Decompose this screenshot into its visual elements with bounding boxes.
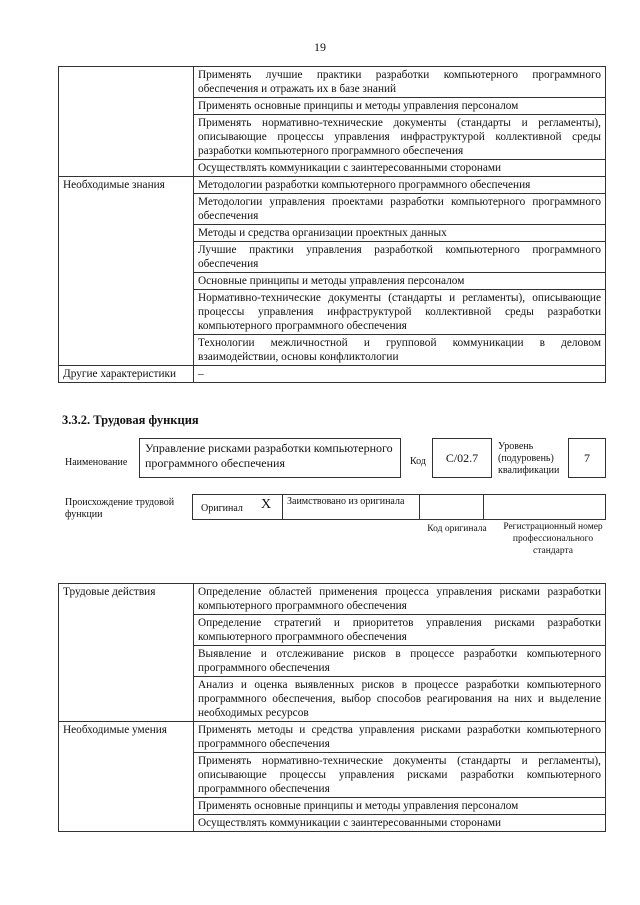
row-item: Методы и средства организации проектных данных <box>194 225 606 242</box>
original-mark: X <box>261 497 272 512</box>
row-category: Необходимые знания <box>59 177 194 366</box>
row-item: Основные принципы и методы управления персоналом <box>194 273 606 290</box>
row-item: Определение стратегий и приоритетов управления рисками разработки компьютерного программного обеспечения <box>194 615 606 646</box>
row-item: Лучшие практики управления разработкой компьютерного программного обеспечения <box>194 242 606 273</box>
original-label: Оригинал <box>201 503 243 514</box>
row-item: Применять основные принципы и методы управления персоналом <box>194 98 606 115</box>
origin-label: Происхождение трудовой функции <box>65 497 175 520</box>
table-row <box>59 366 606 383</box>
skills-knowledge-table <box>58 66 606 383</box>
row-item: Применять лучшие практики разработки компьютерного программного обеспечения и отражать их в базе знаний <box>194 67 606 98</box>
table-row <box>59 722 606 753</box>
row-item: Применять нормативно-технические документы (стандарты и регламенты), описывающие процессы управления рисками разработки компьютерного программного обеспечения <box>194 753 606 798</box>
row-item: Методологии разработки компьютерного программного обеспечения <box>194 177 606 194</box>
code-label: Код <box>410 456 426 467</box>
page-number: 19 <box>314 40 326 54</box>
code-original-caption: Код оригинала <box>427 524 487 534</box>
row-category: Другие характеристики <box>59 366 194 383</box>
row-item: Методологии управления проектами разработки компьютерного программного обеспечения <box>194 194 606 225</box>
function-name-box: Управление рисками разработки компьютерного программного обеспечения <box>139 438 401 478</box>
level-value-box: 7 <box>568 438 606 478</box>
level-label: Уровень (подуровень) квалификации <box>498 441 560 476</box>
borrowed-label: Заимствовано из оригинала <box>287 496 405 507</box>
row-category: Необходимые умения <box>59 722 194 832</box>
row-item: Выявление и отслеживание рисков в процессе разработки компьютерного программного обеспечения <box>194 646 606 677</box>
row-item: Применять методы и средства управления рисками разработки компьютерного программного обеспечения <box>194 722 606 753</box>
table-row <box>59 67 606 98</box>
function-code-box: C/02.7 <box>432 438 492 478</box>
row-item: Применять нормативно-технические документы (стандарты и регламенты), описывающие процессы управления инфраструктурой коллективной среды разработки компьютерного программного обеспечения <box>194 115 606 160</box>
row-item: – <box>194 366 606 383</box>
row-item: Применять основные принципы и методы управления персоналом <box>194 798 606 815</box>
row-item: Определение областей применения процесса управления рисками разработки компьютерного программного обеспечения <box>194 584 606 615</box>
section-heading: 3.3.2. Трудовая функция <box>62 413 199 427</box>
row-item: Осуществлять коммуникации с заинтересованными сторонами <box>194 160 606 177</box>
name-label: Наименование <box>65 457 128 468</box>
row-item: Осуществлять коммуникации с заинтересованными сторонами <box>194 815 606 832</box>
actions-skills-table <box>58 583 606 832</box>
table-row <box>59 584 606 615</box>
row-item: Технологии межличностной и групповой коммуникации в деловом взаимодействии, основы конфликтологии <box>194 335 606 366</box>
row-category: Трудовые действия <box>59 584 194 722</box>
row-item: Анализ и оценка выявленных рисков в процессе разработки компьютерного программного обеспечения, выбор способов реагирования на них и выделение необходимых ресурсов <box>194 677 606 722</box>
table-row <box>59 177 606 194</box>
row-item: Нормативно-технические документы (стандарты и регламенты), описывающие процессы управления инфраструктурой коллективной среды разработки компьютерного программного обеспечения <box>194 290 606 335</box>
origin-row <box>192 494 606 520</box>
reg-number-caption: Регистрационный номер профессионального стандарта <box>503 522 603 556</box>
row-category <box>59 67 194 177</box>
